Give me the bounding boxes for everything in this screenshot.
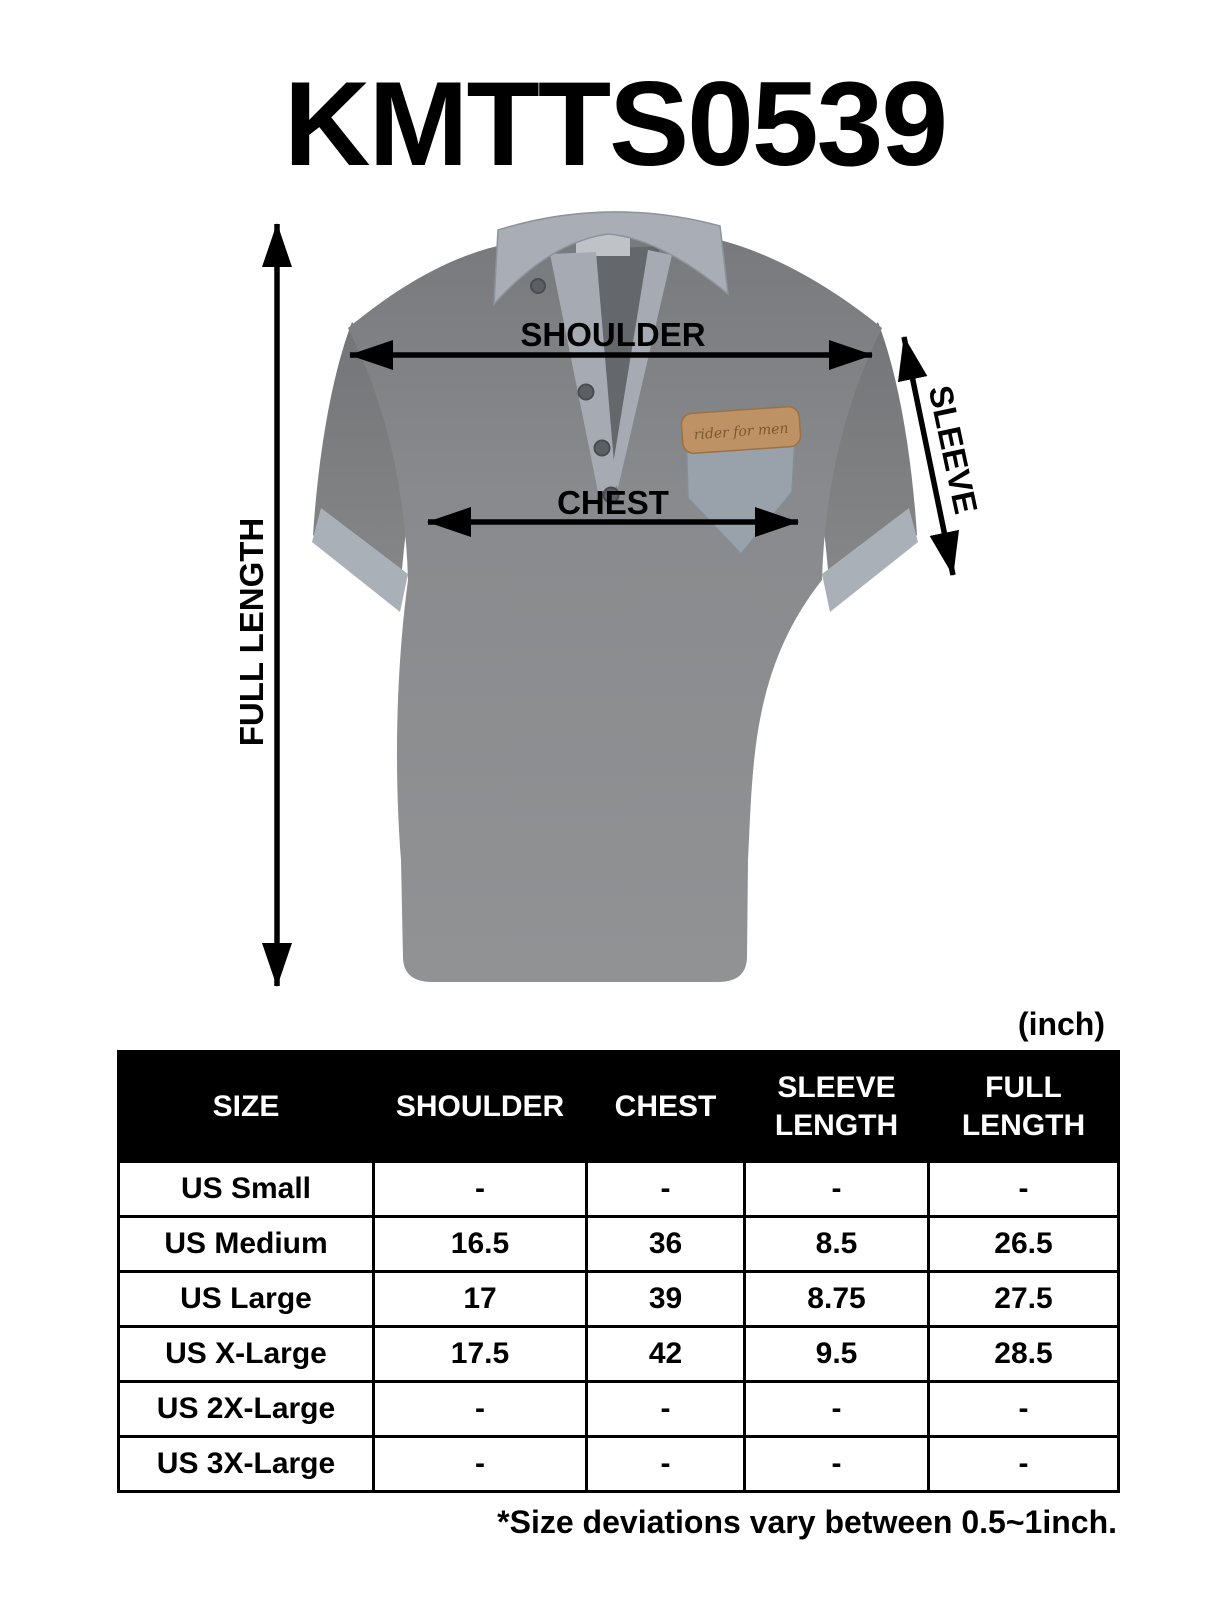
cell-size: US X-Large <box>119 1327 374 1382</box>
sleeve-label: SLEEVE <box>921 382 985 518</box>
pocket-label-text: rider for men <box>693 420 790 444</box>
table-row <box>119 1327 1119 1382</box>
unit-label: (inch) <box>1017 1006 1105 1042</box>
cell-full-length: 26.5 <box>929 1217 1119 1272</box>
cell-sleeve-length: 8.5 <box>745 1217 929 1272</box>
table-row <box>119 1162 1119 1217</box>
col-header-sleeve-length: SLEEVE LENGTH <box>745 1052 929 1162</box>
cell-chest: 36 <box>587 1217 745 1272</box>
chest-label: CHEST <box>557 484 669 521</box>
table-row <box>119 1437 1119 1492</box>
cell-full-length: - <box>929 1162 1119 1217</box>
cell-chest: 39 <box>587 1272 745 1327</box>
cell-chest: - <box>587 1162 745 1217</box>
cell-shoulder: - <box>374 1162 587 1217</box>
cell-full-length: 27.5 <box>929 1272 1119 1327</box>
cell-full-length: 28.5 <box>929 1327 1119 1382</box>
table-row <box>119 1272 1119 1327</box>
cell-sleeve-length: - <box>745 1437 929 1492</box>
cell-shoulder: 17 <box>374 1272 587 1327</box>
col-header-shoulder: SHOULDER <box>374 1052 587 1162</box>
shoulder-label: SHOULDER <box>520 316 706 353</box>
cell-size: US Large <box>119 1272 374 1327</box>
footnote: *Size deviations vary between 0.5~1inch. <box>497 1504 1117 1540</box>
col-header-chest: CHEST <box>587 1052 745 1162</box>
table-row <box>119 1382 1119 1437</box>
product-code-title: KMTTS0539 <box>283 57 947 191</box>
cell-chest: - <box>587 1437 745 1492</box>
table-row <box>119 1217 1119 1272</box>
cell-shoulder: 16.5 <box>374 1217 587 1272</box>
collar-button <box>531 279 545 293</box>
cell-chest: - <box>587 1382 745 1437</box>
cell-size: US 3X-Large <box>119 1437 374 1492</box>
cell-sleeve-length: 9.5 <box>745 1327 929 1382</box>
cell-sleeve-length: - <box>745 1162 929 1217</box>
placket-button <box>579 385 594 400</box>
full-length-label: FULL LENGTH <box>233 517 270 747</box>
col-header-full-length: FULL LENGTH <box>929 1052 1119 1162</box>
measurement-diagram <box>200 190 1030 1010</box>
cell-size: US 2X-Large <box>119 1382 374 1437</box>
table-header-row <box>119 1052 1119 1162</box>
cell-full-length: - <box>929 1382 1119 1437</box>
cell-sleeve-length: 8.75 <box>745 1272 929 1327</box>
col-header-size: SIZE <box>119 1052 374 1162</box>
cell-shoulder: - <box>374 1437 587 1492</box>
cell-full-length: - <box>929 1437 1119 1492</box>
cell-shoulder: 17.5 <box>374 1327 587 1382</box>
cell-shoulder: - <box>374 1382 587 1437</box>
cell-chest: 42 <box>587 1327 745 1382</box>
size-chart-table <box>117 1050 1120 1493</box>
cell-size: US Medium <box>119 1217 374 1272</box>
cell-size: US Small <box>119 1162 374 1217</box>
placket-button <box>595 441 610 456</box>
cell-sleeve-length: - <box>745 1382 929 1437</box>
